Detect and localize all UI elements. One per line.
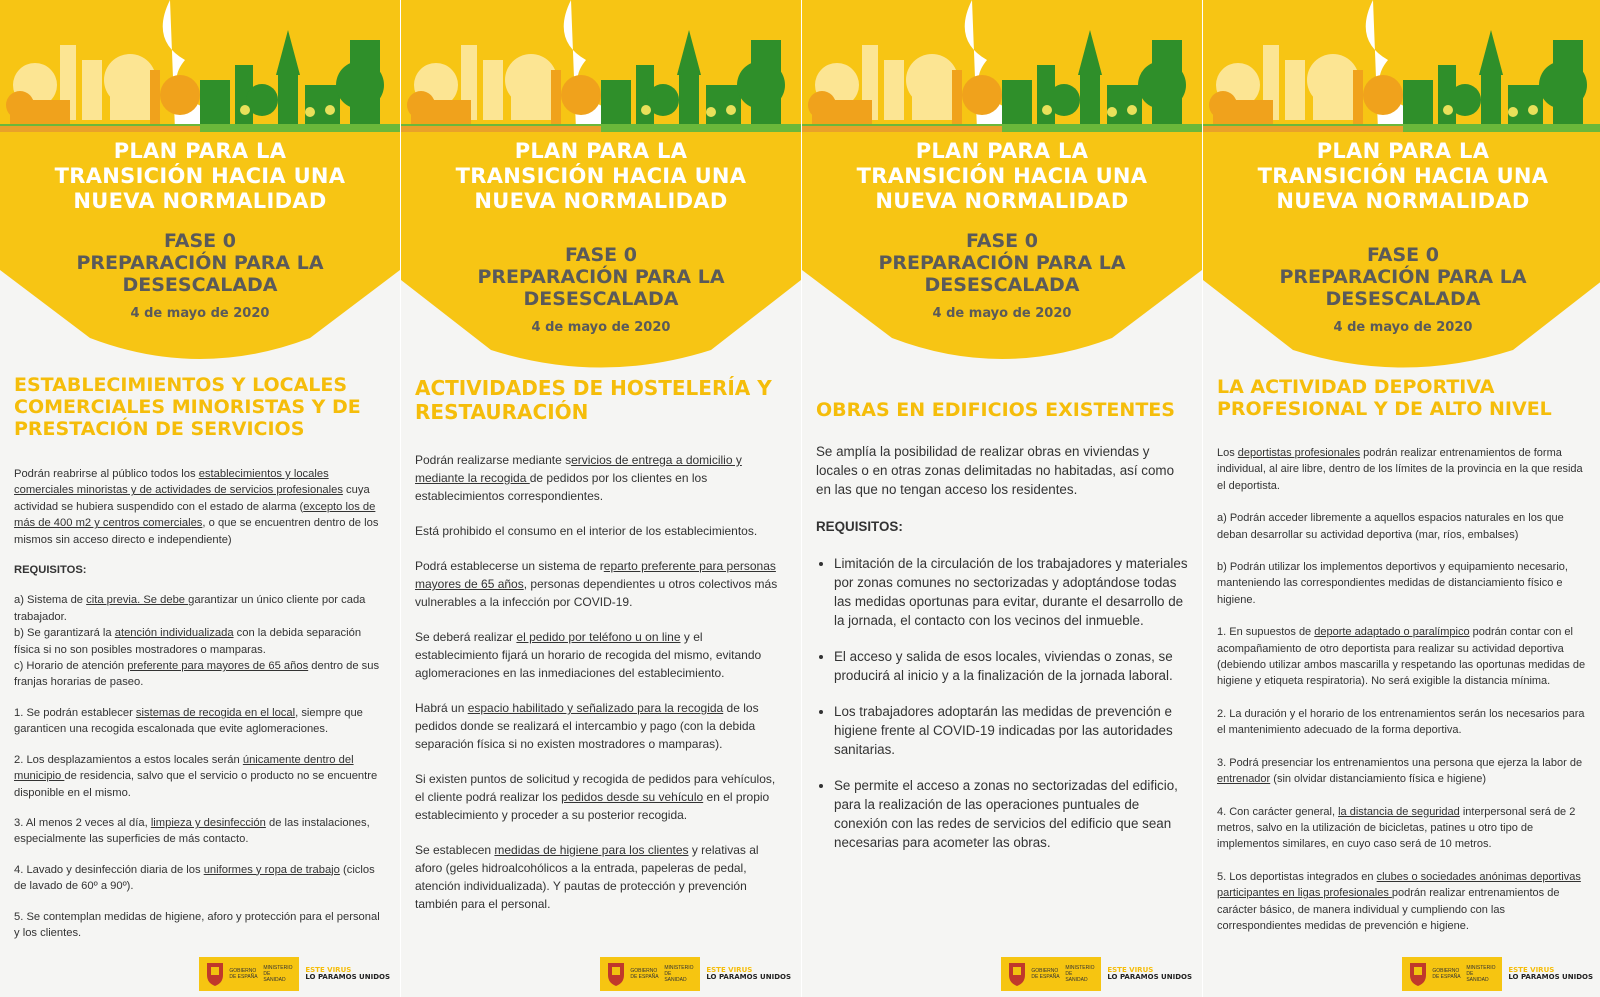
panel-body — [415, 451, 787, 913]
section-title — [1217, 376, 1593, 420]
section-title-line: LA ACTIVIDAD DEPORTIVA — [1217, 376, 1495, 398]
slogan-top: ESTE VIRUS — [305, 966, 352, 974]
body-paragraph — [1217, 624, 1589, 690]
underlined-text: cita previa. Se debe — [86, 594, 189, 607]
text-run: dentro de sus franjas horarias de paseo. — [14, 660, 380, 689]
underlined-text: clubes o sociedades anónimas deportivas participantes en ligas profesionales — [1217, 870, 1581, 900]
text-run: podrán realizar entrenamientos de carácter básico, de manera individual y cumpliendo con las correspondientes medidas de prevención e higiene. — [1217, 887, 1560, 932]
text-run: de los pedidos donde se realizará el intercambio y pago (con la debida separación física si no existen mostradores o mamparas). — [415, 701, 759, 751]
section-title-line: RESTAURACIÓN — [415, 400, 589, 424]
text-run: Si existen puntos de solicitud y recogida de pedidos para vehículos, el cliente podrá realizar los — [415, 772, 776, 804]
text-run: (ciclos de lavado de 60º a 90º). — [14, 863, 375, 893]
coat-of-arms-icon — [1408, 961, 1428, 987]
government-logo — [199, 957, 299, 991]
text-run: Está prohibido el consumo en el interior de los establecimientos. — [415, 524, 758, 538]
text-run: de pedidos por los clientes en los establecimientos correspondientes. — [415, 471, 708, 503]
requirement-item — [14, 909, 386, 942]
underlined-text: eparto preferente para personas mayores de 65 años — [415, 559, 776, 591]
underlined-text: el pedido por teléfono u on line — [516, 630, 681, 644]
requirements-label: REQUISITOS: — [14, 564, 87, 577]
text-run: 5. Los deportistas integrados en — [1217, 870, 1377, 883]
ministry-line: MINISTERIO DE SANIDAD — [1065, 965, 1095, 983]
phase-subtitle-line: DESESCALADA — [523, 288, 679, 310]
requirement-bullet: • Se permite el acceso a zonas no sectorizadas del edificio, para la realización de las operaciones puntuales de conexión con las redes de servicios del edificio que sean necesarias para acometer las obras. — [834, 776, 1188, 852]
slogan-bottom: LO PARAMOS UNIDOS — [305, 973, 390, 981]
plan-title-line: TRANSICIÓN HACIA UNA — [54, 164, 346, 188]
flyer-panel-hospitality — [401, 0, 802, 997]
requirement-bullet: • El acceso y salida de esos locales, viviendas o zonas, se producirá al inicio y a la finalización de la jornada laboral. — [834, 647, 1188, 685]
footer-logos — [199, 957, 390, 991]
text-run: podrán realizar entrenamientos de forma individual, al aire libre, dentro de los límites de la provincia en la que resida el deportista. — [1217, 447, 1583, 492]
requirement-item — [14, 862, 386, 895]
gov-line: GOBIERNO DE ESPAÑA — [1031, 968, 1060, 980]
text-run: Podrá establecerse un sistema de r — [415, 559, 604, 573]
body-paragraph — [415, 770, 787, 824]
plan-title-line: PLAN PARA LA — [915, 139, 1089, 163]
phase-heading — [802, 230, 1202, 296]
text-run: interpersonal será de 2 metros, salvo en la utilización de bicicletas, patines u otro tipo de implementos similares, en cuyo caso será de 10 metros. — [1217, 805, 1576, 851]
body-paragraph — [415, 451, 787, 505]
text-run: 4. Lavado y desinfección diaria de los — [14, 863, 204, 876]
plan-title-line: TRANSICIÓN HACIA UNA — [856, 164, 1148, 188]
slogan-top: ESTE VIRUS — [1508, 966, 1555, 974]
text-run: 4. Con carácter general, — [1217, 805, 1339, 818]
phase-label: FASE 0 — [564, 244, 637, 266]
underlined-text: medidas de higiene para los clientes — [494, 843, 689, 857]
body-paragraph — [415, 522, 787, 540]
phase-heading — [0, 230, 400, 296]
text-run: de residencia, salvo que el servicio o producto no se encuentre disponible en el mismo. — [14, 770, 378, 799]
body-paragraph — [1217, 755, 1589, 788]
panel-header — [0, 0, 400, 370]
requirement-item — [14, 658, 386, 691]
phase-label: FASE 0 — [1366, 244, 1439, 266]
plan-title-line: NUEVA NORMALIDAD — [875, 189, 1129, 213]
text-run: 3. Podrá presenciar los entrenamientos una persona que ejerza la labor de — [1217, 756, 1583, 769]
underlined-text: únicamente dentro del municipio — [14, 753, 354, 783]
ministry-line: MINISTERIO DE SANIDAD — [664, 965, 694, 983]
requirements-list — [816, 554, 1188, 852]
underlined-text: espacio habilitado y señalizado para la recogida — [467, 701, 724, 715]
plan-title-line: PLAN PARA LA — [113, 139, 287, 163]
body-paragraph — [1217, 804, 1589, 853]
text-run: y relativas al aforo (geles hidroalcohólicos a la entrada, papeleras de pedal, atención individualizada). Y pautas de protección y prevención también para el personal. — [415, 843, 759, 911]
slogan-logo — [1508, 967, 1593, 981]
body-paragraph — [1217, 445, 1589, 494]
flyer-panel-construction — [802, 0, 1203, 997]
plan-title-line: NUEVA NORMALIDAD — [73, 189, 327, 213]
text-run: Los — [1217, 447, 1238, 459]
plan-title-line: PLAN PARA LA — [1316, 139, 1490, 163]
slogan-logo — [305, 967, 390, 981]
footer-logos — [1402, 957, 1593, 991]
requirement-item — [14, 592, 386, 625]
slogan-bottom: LO PARAMOS UNIDOS — [1107, 973, 1192, 981]
body-paragraph — [415, 699, 787, 753]
section-title-line: COMERCIALES MINORISTAS Y DE — [14, 396, 361, 418]
coat-of-arms-icon — [205, 961, 225, 987]
text-run: garantizar un único cliente por cada trabajador. — [14, 594, 366, 623]
plan-title-line: TRANSICIÓN HACIA UNA — [455, 164, 747, 188]
underlined-text: ervicios de entrega a domicilio y mediante la recogida — [415, 453, 742, 485]
slogan-bottom: LO PARAMOS UNIDOS — [706, 973, 791, 981]
phase-date: 4 de mayo de 2020 — [130, 306, 270, 321]
phase-subtitle-line: DESESCALADA — [924, 274, 1080, 296]
underlined-text: entrenador — [1217, 773, 1271, 786]
panel-header — [401, 0, 801, 370]
panel-header — [802, 0, 1202, 370]
intro-paragraph: Se amplía la posibilidad de realizar obras en viviendas y locales o en otras zonas delimitadas no habitadas, así como en las que no tengan acceso los residentes. — [816, 444, 1175, 497]
body-paragraph — [1217, 510, 1589, 543]
text-run: de las instalaciones, especialmente las superficies de más contacto. — [14, 816, 370, 846]
text-run: Se establecen — [415, 843, 495, 857]
section-title-line: OBRAS EN EDIFICIOS EXISTENTES — [816, 399, 1175, 421]
requirement-bullet: • Los trabajadores adoptarán las medidas de prevención e higiene frente al COVID-19 indicadas por las autoridades sanitarias. — [834, 702, 1188, 759]
text-run: 3. Al menos 2 veces al día, — [14, 816, 151, 829]
plan-title — [802, 139, 1202, 214]
body-paragraph — [415, 841, 787, 913]
underlined-text: deportistas profesionales — [1237, 447, 1361, 459]
slogan-top: ESTE VIRUS — [706, 966, 753, 974]
coat-of-arms-icon — [1007, 961, 1027, 987]
text-run: cuya actividad se hubiera suspendido con el estado de alarma ( — [14, 484, 370, 513]
plan-title — [401, 139, 801, 214]
footer-logos — [600, 957, 791, 991]
phase-label: FASE 0 — [163, 230, 236, 252]
government-logo — [1402, 957, 1502, 991]
text-run: 2. La duración y el horario de los entrenamientos serán los necesarios para el mantenimiento adecuado de la forma deportiva. — [1217, 707, 1585, 737]
plan-title — [0, 139, 400, 214]
requirement-item — [14, 815, 386, 848]
section-title — [14, 374, 390, 440]
panel-header — [1203, 0, 1600, 370]
coat-of-arms-icon — [606, 961, 626, 987]
text-run: en el propio establecimiento y proceder a su posterior recogida. — [415, 790, 770, 822]
text-run: , personas dependientes u otros colectivos más vulnerables a la infección por COVID-19. — [415, 577, 778, 609]
text-run: con la debida separación física si no son posibles mostradores o mamparas. — [14, 627, 362, 656]
phase-heading — [1203, 244, 1600, 310]
underlined-text: sistemas de recogida en el local — [135, 706, 296, 719]
text-run: (sin olvidar distanciamiento física e higiene) — [1270, 773, 1487, 786]
underlined-text: limpieza y desinfección — [150, 816, 266, 829]
gov-line: GOBIERNO DE ESPAÑA — [1432, 968, 1461, 980]
text-run: 2. Los desplazamientos a estos locales serán — [14, 753, 243, 766]
phase-subtitle-line: PREPARACIÓN PARA LA — [477, 266, 725, 288]
section-title-line: PROFESIONAL Y DE ALTO NIVEL — [1217, 398, 1552, 420]
section-title-line: ACTIVIDADES DE HOSTELERÍA Y — [415, 376, 772, 400]
flyer-panel-sports — [1203, 0, 1600, 997]
requirement-item — [14, 705, 386, 738]
section-title — [415, 376, 791, 424]
phase-subtitle-line: PREPARACIÓN PARA LA — [878, 252, 1126, 274]
text-run: 1. Se podrán establecer — [14, 706, 136, 719]
text-run: 5. Se contemplan medidas de higiene, aforo y protección para el personal y los clientes. — [14, 910, 380, 939]
slogan-logo — [706, 967, 791, 981]
body-paragraph — [1217, 706, 1589, 739]
body-paragraph — [1217, 869, 1589, 935]
ministry-line: MINISTERIO DE SANIDAD — [1466, 965, 1496, 983]
underlined-text: pedidos desde su vehículo — [561, 790, 704, 804]
phase-date: 4 de mayo de 2020 — [932, 306, 1072, 321]
body-paragraph — [415, 557, 787, 611]
text-run: 1. En supuestos de — [1217, 626, 1315, 639]
plan-title-line: NUEVA NORMALIDAD — [1276, 189, 1530, 213]
requirement-item — [14, 625, 386, 658]
slogan-bottom: LO PARAMOS UNIDOS — [1508, 973, 1593, 981]
underlined-text: establecimientos y locales comerciales minoristas y de actividades de servicios profesionales — [14, 468, 343, 497]
plan-title-line: NUEVA NORMALIDAD — [474, 189, 728, 213]
body-paragraph — [415, 628, 787, 682]
slogan-logo — [1107, 967, 1192, 981]
plan-title-line: PLAN PARA LA — [514, 139, 688, 163]
government-logo — [1001, 957, 1101, 991]
panel-body — [1217, 445, 1589, 934]
text-run: b) Se garantizará la — [14, 627, 115, 640]
requirements-label: REQUISITOS: — [816, 519, 903, 534]
text-run: c) Horario de atención — [14, 660, 128, 673]
underlined-text: deporte adaptado o paralímpico — [1314, 626, 1470, 639]
text-run: Podrán realizarse mediante s — [415, 453, 572, 467]
plan-title-line: TRANSICIÓN HACIA UNA — [1257, 164, 1549, 188]
text-run: Podrán reabrirse al público todos los — [14, 468, 199, 480]
underlined-text: preferente para mayores de 65 años — [127, 660, 309, 673]
text-run: Habrá un — [415, 701, 468, 715]
gov-line: GOBIERNO DE ESPAÑA — [630, 968, 659, 980]
text-run: , o que se encuentren dentro de los mismos sin acceso directo e independiente) — [14, 517, 379, 546]
body-paragraph — [1217, 559, 1589, 608]
ministry-line: MINISTERIO DE SANIDAD — [263, 965, 293, 983]
phase-subtitle-line: DESESCALADA — [1325, 288, 1481, 310]
text-run: , siempre que garanticen una recogida escalonada que evite aglomeraciones. — [14, 706, 363, 736]
text-run: Se deberá realizar — [415, 630, 517, 644]
phase-heading — [401, 244, 801, 310]
text-run: b) Podrán utilizar los implementos deportivos y equipamiento necesario, manteniendo las correspondientes medidas de distanciamiento físico e higiene. — [1217, 561, 1568, 606]
requirement-item — [14, 752, 386, 801]
panel-body — [816, 442, 1188, 869]
underlined-text: la distancia de seguridad — [1338, 805, 1460, 818]
requirement-bullet: • Limitación de la circulación de los trabajadores y materiales por zonas comunes no sectorizadas y adoptándose todas las medidas oportunas para evitar, durante el desarrollo de la jornada, el contacto con los vecinos del inmueble. — [834, 554, 1188, 630]
text-run: a) Sistema de — [14, 594, 87, 607]
phase-date: 4 de mayo de 2020 — [531, 320, 671, 335]
slogan-top: ESTE VIRUS — [1107, 966, 1154, 974]
footer-logos — [1001, 957, 1192, 991]
phase-subtitle-line: PREPARACIÓN PARA LA — [1279, 266, 1527, 288]
flyer-panel-commerce — [0, 0, 401, 997]
underlined-text: excepto los de más de 400 m2 y centros comerciales — [14, 500, 376, 530]
gov-line: GOBIERNO DE ESPAÑA — [229, 968, 258, 980]
underlined-text: atención individualizada — [114, 627, 234, 640]
section-title-line: ESTABLECIMIENTOS Y LOCALES — [14, 374, 348, 396]
text-run: y el establecimiento fijará un horario de recogida del mismo, evitando aglomeraciones en las inmediaciones del establecimiento. — [415, 630, 762, 680]
phase-subtitle-line: DESESCALADA — [122, 274, 278, 296]
phase-date: 4 de mayo de 2020 — [1333, 320, 1473, 335]
underlined-text: uniformes y ropa de trabajo — [203, 863, 340, 876]
text-run: podrán contar con el acompañamiento de otro deportista para realizar su actividad deportiva (debiendo utilizar ambos mascarilla y respetando las oportunas medidas de higiene y etiqueta respiratoria). No será exigible la distancia mínima. — [1217, 626, 1586, 688]
phase-label: FASE 0 — [965, 230, 1038, 252]
section-title-line: PRESTACIÓN DE SERVICIOS — [14, 418, 305, 440]
government-logo — [600, 957, 700, 991]
intro-paragraph — [14, 466, 386, 548]
text-run: a) Podrán acceder libremente a aquellos espacios naturales en los que deban desarrollar su actividad deportiva (mar, ríos, embalses) — [1217, 512, 1564, 541]
phase-subtitle-line: PREPARACIÓN PARA LA — [76, 252, 324, 274]
plan-title — [1203, 139, 1600, 214]
section-title — [816, 399, 1192, 421]
panel-body — [14, 466, 386, 941]
